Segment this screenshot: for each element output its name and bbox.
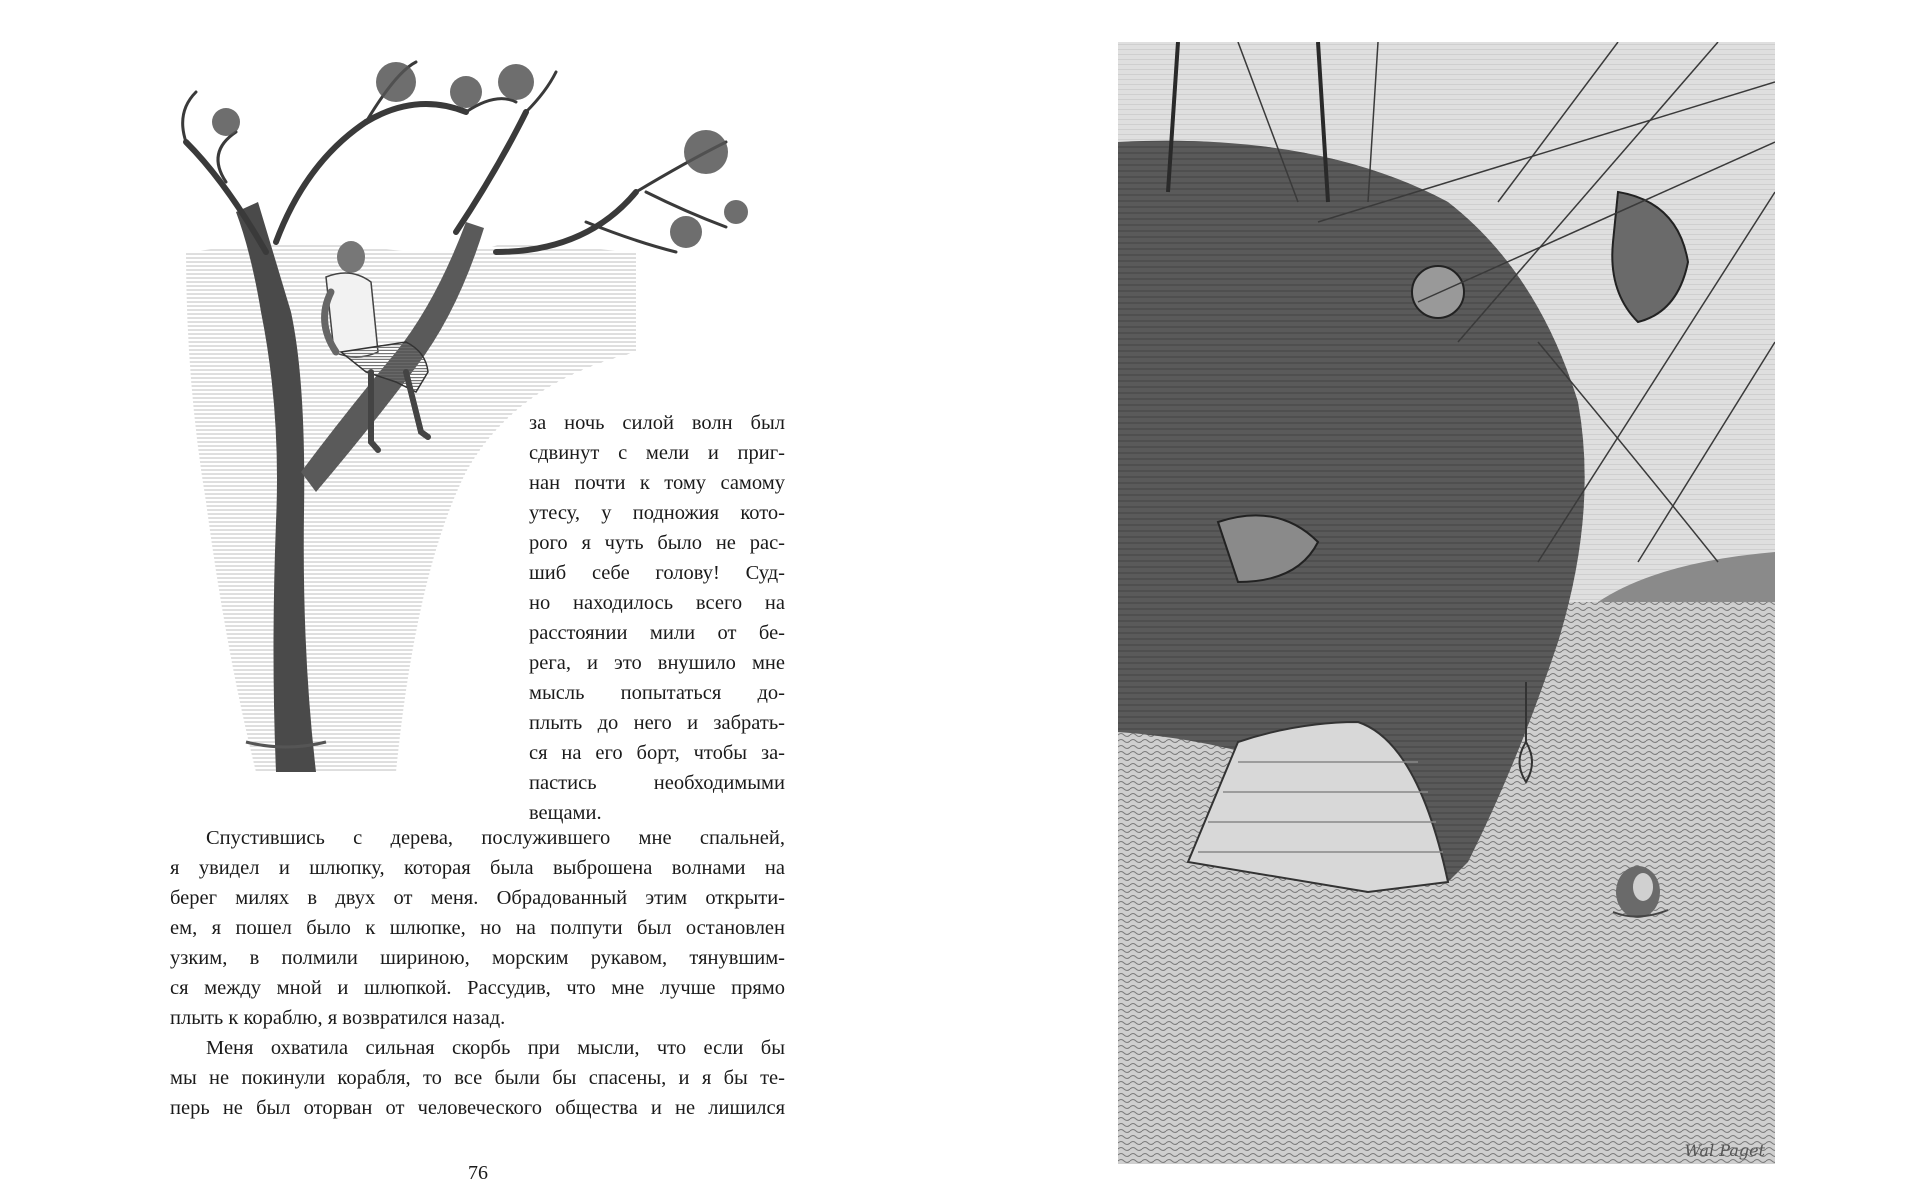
text-line: ся на его борт, чтобы за- xyxy=(529,742,785,764)
main-text xyxy=(170,823,785,1123)
text-line: сдвинут с мели и приг- xyxy=(529,442,785,464)
text-line: рого я чуть было не рас- xyxy=(529,532,785,554)
artist-signature: Wal Paget xyxy=(1684,1141,1765,1160)
text-line: перь не был оторван от человеческого общества и не лишился xyxy=(170,1097,785,1119)
text-line: утесу, у подножия кото- xyxy=(529,502,785,524)
text-line: рега, и это внушило мне xyxy=(529,652,785,674)
text-line: ся между мной и шлюпкой. Рассудив, что мне лучше прямо xyxy=(170,977,785,999)
text-line: Меня охватила сильная скорбь при мысли, что если бы xyxy=(206,1037,785,1059)
ship-bow-swimmer-illustration xyxy=(1118,42,1775,1164)
text-line: берег милях в двух от меня. Обрадованный этим открыти- xyxy=(170,887,785,909)
text-line: Спустившись с дерева, послужившего мне спальней, xyxy=(206,827,785,849)
text-line: расстоянии мили от бе- xyxy=(529,622,785,644)
text-line: нан почти к тому самому xyxy=(529,472,785,494)
text-line: но находилось всего на xyxy=(529,592,785,614)
wrapped-paragraph xyxy=(529,408,785,828)
text-line: мы не покинули корабля, то все были бы спасены, и я бы те- xyxy=(170,1067,785,1089)
text-line: мысль попытаться до- xyxy=(529,682,785,704)
text-line: плыть до него и забрать- xyxy=(529,712,785,734)
text-line: пастись необходимыми xyxy=(529,772,785,794)
text-line: ем, я пошел было к шлюпке, но на полпути был остановлен xyxy=(170,917,785,939)
right-page xyxy=(955,0,1911,1203)
text-line: шиб себе голову! Суд- xyxy=(529,562,785,584)
text-line: плыть к кораблю, я возвратился назад. xyxy=(170,1007,506,1029)
page-number: 76 xyxy=(468,1162,488,1184)
text-line: узким, в полмили шириною, морским рукавом, тянувшим- xyxy=(170,947,785,969)
left-page xyxy=(0,0,955,1203)
text-line: вещами. xyxy=(529,802,602,824)
text-line: я увидел и шлюпку, которая была выброшена волнами на xyxy=(170,857,785,879)
text-line: за ночь силой волн был xyxy=(529,412,785,434)
